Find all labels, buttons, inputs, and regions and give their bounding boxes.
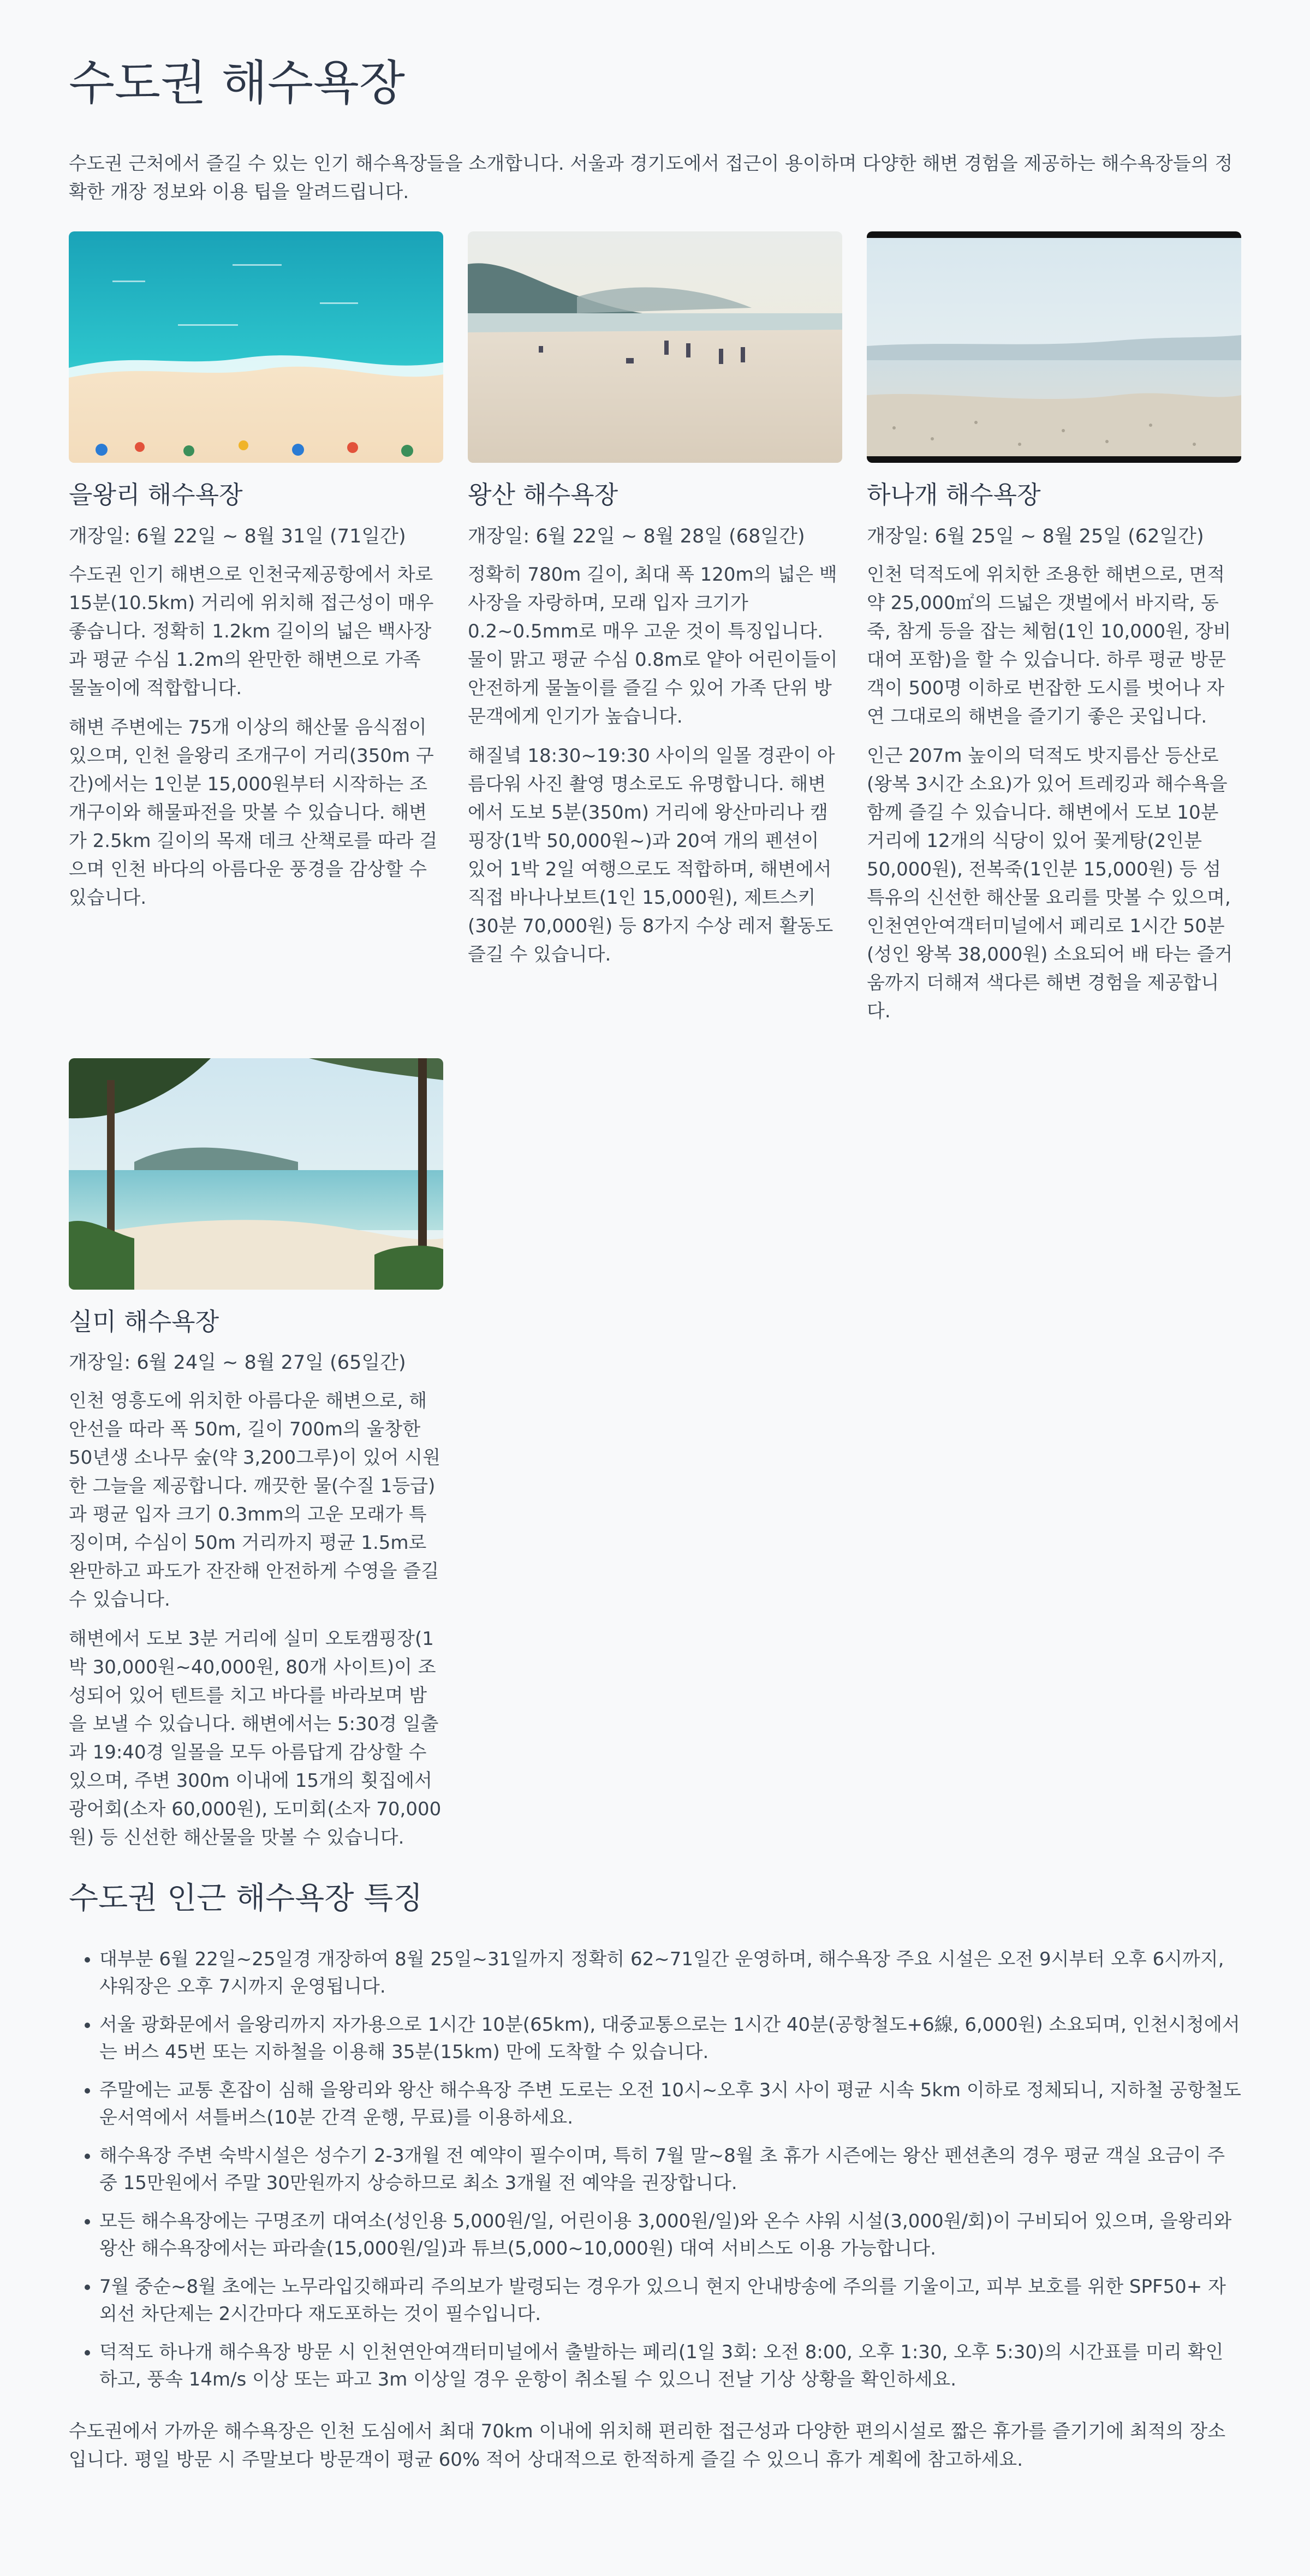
features-title: 수도권 인근 해수욕장 특징 (69, 1881, 423, 1917)
outro-text: 수도권에서 가까운 해수욕장은 인천 도심에서 최대 70km 이내에 위치해 편리한 접근성과 다양한 편의시설로 짧은 휴가를 즐기기에 최적의 장소입니다. 평일 방문 시 주말보다 방문객이 평균 60% 적어 상대적으로 한적하게 즐길 수 있으니 휴가 계획에 참고하세요. (69, 2420, 1226, 2471)
beach-description: 해변에서 도보 3분 거리에 실미 오토캠핑장(1박 30,000원~40,000원, 80개 사이트)이 조성되어 있어 텐트를 치고 바다를 바라보며 밤을 보낼 수 있습니다. 해변에서는 5:30경 일출과 19:40경 일몰을 모두 아름답게 감상할 수 있으며, 주변 300m 이내에 15개의 횟집에서 광어회(소자 60,000원), 도미회(소자 70,000원) 등 신선한 해산물을 맛볼 수 있습니다. (69, 1628, 442, 1849)
beach-open-dates: 개장일: 6월 22일 ~ 8월 28일 (68일간) (468, 525, 805, 547)
beach-grid (69, 231, 1241, 1852)
beach-open-dates: 개장일: 6월 22일 ~ 8월 31일 (71일간) (69, 525, 406, 547)
beach-name: 하나개 해수욕장 (867, 480, 1041, 510)
beach-description: 인천 영흥도에 위치한 아름다운 해변으로, 해안선을 따라 폭 50m, 길이 700m의 울창한 50년생 소나무 숲(약 3,200그루)이 있어 시원한 그늘을 제공합니다. 깨끗한 물(수질 1등급)과 평균 입자 크기 0.3mm의 고운 모래가 특징이며, 수심이 50m 거리까지 평균 1.5m로 완만하고 파도가 잔잔해 안전하게 수영을 즐길 수 있습니다. (69, 1390, 440, 1611)
beach-description: 해질녘 18:30~19:30 사이의 일몰 경관이 아름다워 사진 촬영 명소로도 유명합니다. 해변에서 도보 5분(350m) 거리에 왕산마리나 캠핑장(1박 50,000원~)과 20여 개의 펜션이 있어 1박 2일 여행으로도 적합하며, 해변에서 직접 바나나보트(1인 15,000원), 제트스키(30분 70,000원) 등 8가지 수상 레저 활동도 즐길 수 있습니다. (468, 744, 835, 965)
list-item: • 덕적도 하나개 해수욕장 방문 시 인천연안여객터미널에서 출발하는 페리(1일 3회: 오전 8:00, 오후 1:30, 오후 5:30)의 시간표를 미리 확인하고, 풍속 14m/s 이상 또는 파고 3m 이상일 경우 운항이 취소될 수 있으니 전날 기상 상황을 확인하세요. (99, 2339, 1241, 2393)
beach-card-eurwangni (69, 231, 443, 912)
beach-name: 왕산 해수욕장 (468, 480, 618, 510)
beach-name: 을왕리 해수욕장 (69, 480, 243, 510)
beach-open-dates: 개장일: 6월 24일 ~ 8월 27일 (65일간) (69, 1352, 406, 1374)
list-item: • 주말에는 교통 혼잡이 심해 을왕리와 왕산 해수욕장 주변 도로는 오전 10시~오후 3시 사이 평균 시속 5km 이하로 정체되니, 지하철 공항철도 운서역에서 셔틀버스(10분 간격 운행, 무료)를 이용하세요. (99, 2077, 1241, 2131)
beach-description: 해변 주변에는 75개 이상의 해산물 음식점이 있으며, 인천 을왕리 조개구이 거리(350m 구간)에서는 1인분 15,000원부터 시작하는 조개구이와 해물파전을 맛볼 수 있습니다. 해변가 2.5km 길이의 목재 데크 산책로를 따라 걸으며 인천 바다의 아름다운 풍경을 감상할 수 있습니다. (69, 716, 438, 909)
list-item: • 대부분 6월 22일~25일경 개장하여 8월 25일~31일까지 정확히 62~71일간 운영하며, 해수욕장 주요 시설은 오전 9시부터 오후 6시까지, 샤워장은 오후 7시까지 운영됩니다. (99, 1946, 1241, 2000)
beach-description: 인근 207m 높이의 덕적도 밧지름산 등산로(왕복 3시간 소요)가 있어 트레킹과 해수욕을 함께 즐길 수 있습니다. 해변에서 도보 10분 거리에 12개의 식당이 있어 꽃게탕(2인분 50,000원), 전복죽(1인분 15,000원) 등 섬 특유의 신선한 해산물 요리를 맛볼 수 있으며, 인천연안여객터미널에서 페리로 1시간 50분(성인 왕복 38,000원) 소요되어 배 타는 즐거움까지 더해져 색다른 해변 경험을 제공합니다. (867, 744, 1233, 1022)
beach-name: 실미 해수욕장 (69, 1307, 219, 1336)
list-item: • 서울 광화문에서 을왕리까지 자가용으로 1시간 10분(65km), 대중교통으로는 1시간 40분(공항철도+6線, 6,000원) 소요되며, 인천시청에서는 버스 45번 또는 지하철을 이용해 35분(15km) 만에 도착할 수 있습니다. (99, 2011, 1241, 2066)
beach-card-wangsan (468, 231, 842, 969)
beach-photo-eurwangni (69, 231, 443, 463)
beach-photo-silmi (69, 1058, 443, 1290)
beach-open-dates: 개장일: 6월 25일 ~ 8월 25일 (62일간) (867, 525, 1204, 547)
list-item: • 해수욕장 주변 숙박시설은 성수기 2-3개월 전 예약이 필수이며, 특히 7월 말~8월 초 휴가 시즌에는 왕산 펜션촌의 경우 평균 객실 요금이 주중 15만원에서 주말 30만원까지 상승하므로 최소 3개월 전 예약을 권장합니다. (99, 2142, 1241, 2197)
beach-photo-wangsan (468, 231, 842, 463)
beach-description: 정확히 780m 길이, 최대 폭 120m의 넓은 백사장을 자랑하며, 모래 입자 크기가 0.2~0.5mm로 매우 고운 것이 특징입니다. 물이 맑고 평균 수심 0.8m로 얕아 어린이들이 안전하게 물놀이를 즐길 수 있어 가족 단위 방문객에게 인기가 높습니다. (468, 563, 838, 728)
beach-photo-hanagae (867, 231, 1241, 463)
beach-description: 인천 덕적도에 위치한 조용한 해변으로, 면적 약 25,000㎡의 드넓은 갯벌에서 바지락, 동죽, 참게 등을 잡는 체험(1인 10,000원, 장비 대여 포함)을 할 수 있습니다. 하루 평균 방문객이 500명 이하로 번잡한 도시를 벗어나 자연 그대로의 해변을 즐기기 좋은 곳입니다. (867, 563, 1231, 728)
page-title: 수도권 해수욕장 (69, 55, 405, 111)
beach-description: 수도권 인기 해변으로 인천국제공항에서 차로 15분(10.5km) 거리에 위치해 접근성이 매우 좋습니다. 정확히 1.2km 길이의 넓은 백사장과 평균 수심 1.2m의 완만한 해변으로 가족 물놀이에 적합합니다. (69, 563, 434, 699)
beach-card-silmi (69, 1058, 443, 1852)
list-item: • 모든 해수욕장에는 구명조끼 대여소(성인용 5,000원/일, 어린이용 3,000원/일)와 온수 샤워 시설(3,000원/회)이 구비되어 있으며, 을왕리와 왕산 해수욕장에서는 파라솔(15,000원/일)과 튜브(5,000~10,000원) 대여 서비스도 이용 가능합니다. (99, 2208, 1241, 2262)
list-item: • 7월 중순~8월 초에는 노무라입깃해파리 주의보가 발령되는 경우가 있으니 현지 안내방송에 주의를 기울이고, 피부 보호를 위한 SPF50+ 자외선 차단제는 2시간마다 재도포하는 것이 필수입니다. (99, 2273, 1241, 2328)
features-list (69, 1946, 1241, 2393)
beach-card-hanagae (867, 231, 1241, 1025)
intro-text: 수도권 근처에서 즐길 수 있는 인기 해수욕장들을 소개합니다. 서울과 경기도에서 접근이 용이하며 다양한 해변 경험을 제공하는 해수욕장들의 정확한 개장 정보와 이용 팁을 알려드립니다. (69, 153, 1233, 204)
